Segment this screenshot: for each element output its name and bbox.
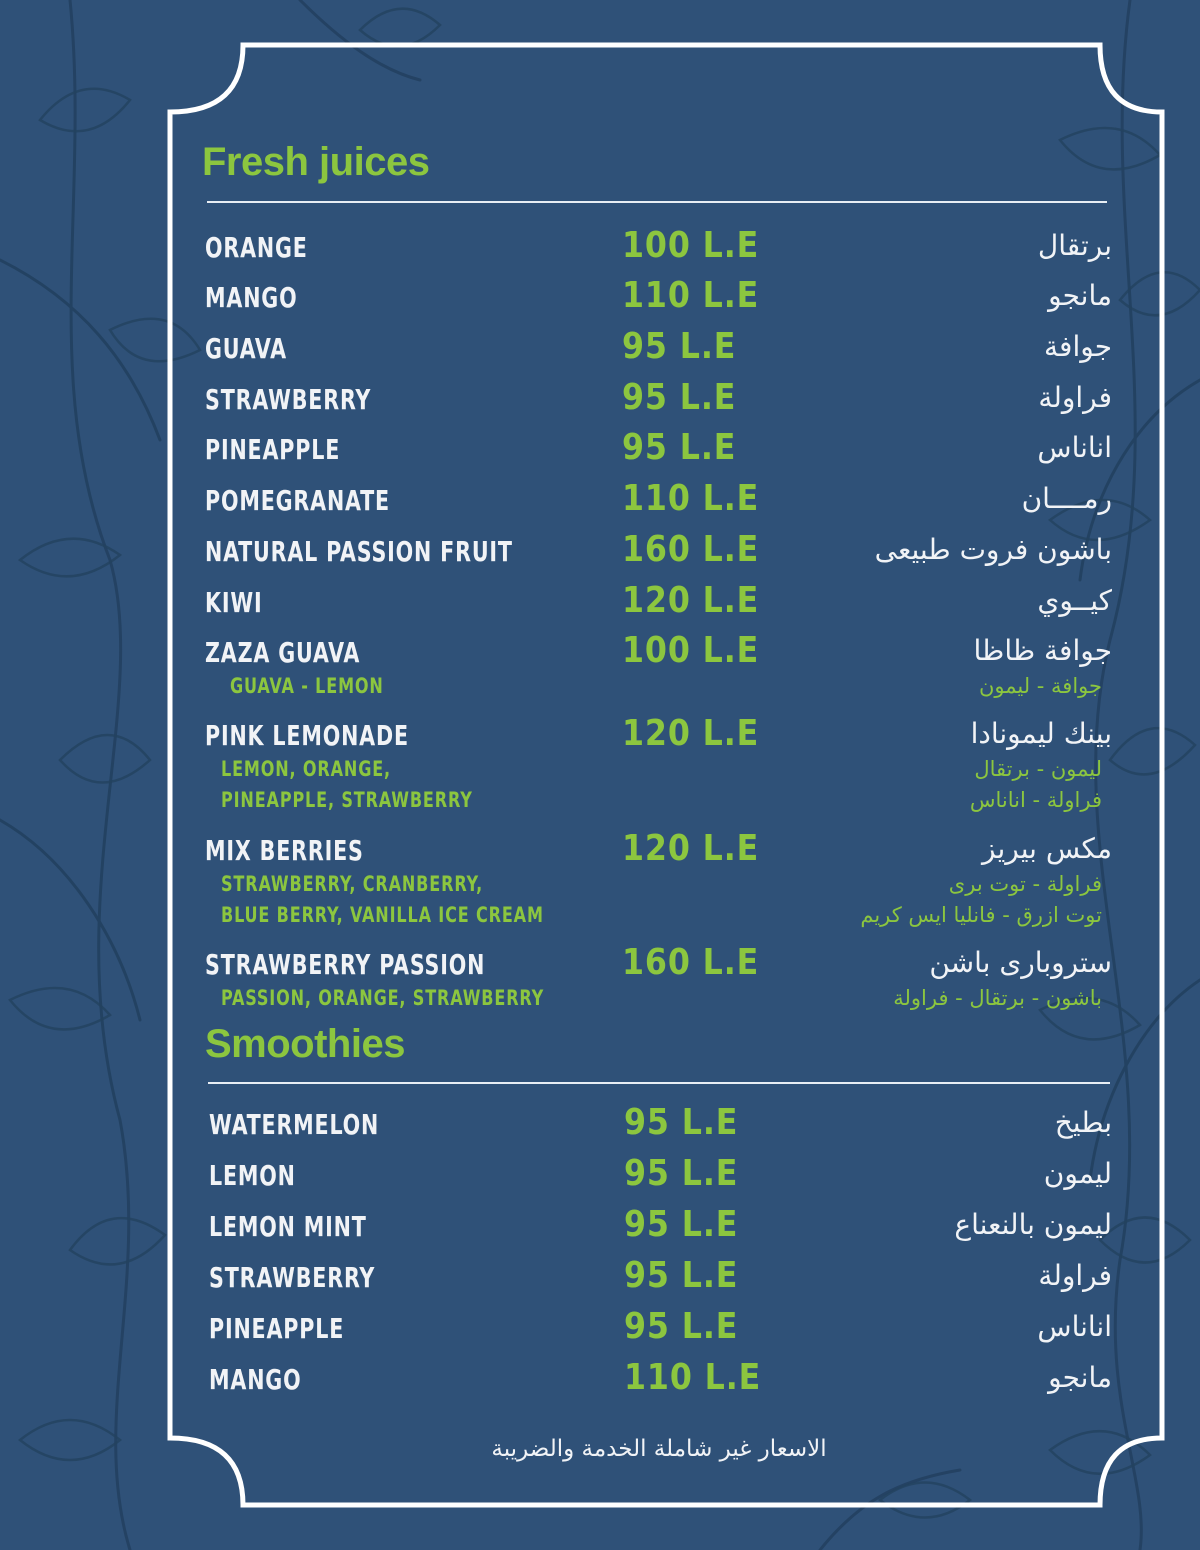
item-price: 95 L.E <box>624 1102 739 1143</box>
section-title-smoothies: Smoothies <box>205 1022 405 1066</box>
prices-footnote: الاسعار غير شاملة الخدمة والضريبة <box>491 1436 827 1462</box>
item-name-ar: ليمون <box>1043 1157 1112 1190</box>
item-name-en: POMEGRANATE <box>205 484 390 517</box>
item-ingredients-en: PASSION, ORANGE, STRAWBERRY <box>221 986 545 1010</box>
item-price: 160 L.E <box>622 942 760 983</box>
item-price: 95 L.E <box>624 1306 739 1347</box>
item-name-en: MANGO <box>205 281 298 314</box>
item-name-en: ORANGE <box>205 231 308 264</box>
item-name-ar: اناناس <box>1037 431 1112 464</box>
item-name-en: GUAVA <box>205 332 287 365</box>
item-name-ar: ليمون بالنعناع <box>954 1208 1112 1241</box>
item-name-ar: ستروبارى باشن <box>929 946 1112 979</box>
item-price: 120 L.E <box>622 828 760 869</box>
item-ingredients-ar: جوافة - ليمون <box>978 674 1102 698</box>
item-price: 95 L.E <box>622 326 737 367</box>
item-ingredients-ar: توت ازرق - فانليا ايس كريم <box>860 903 1102 927</box>
item-name-en: MANGO <box>209 1363 302 1396</box>
item-ingredients-en: STRAWBERRY, CRANBERRY, <box>221 872 484 896</box>
item-price: 95 L.E <box>624 1204 739 1245</box>
item-name-ar: بينك ليمونادا <box>970 717 1112 750</box>
item-ingredients-ar: فراولة - اناناس <box>969 788 1102 812</box>
item-ingredients-en: LEMON, ORANGE, <box>221 757 392 781</box>
item-name-en: ZAZA GUAVA <box>205 636 361 669</box>
item-name-en: NATURAL PASSION FRUIT <box>205 535 513 568</box>
item-name-ar: مانجو <box>1048 279 1112 312</box>
item-price: 100 L.E <box>622 630 760 671</box>
item-price: 120 L.E <box>622 580 760 621</box>
item-name-ar: جوافة ظاظا <box>973 634 1112 667</box>
section-divider <box>207 201 1107 203</box>
item-name-en: WATERMELON <box>209 1108 380 1141</box>
item-name-en: PINEAPPLE <box>205 433 341 466</box>
item-name-en: LEMON MINT <box>209 1210 367 1243</box>
item-ingredients-ar: ليمون - برتقال <box>974 757 1102 781</box>
item-name-ar: فراولة <box>1038 1259 1112 1292</box>
item-name-en: KIWI <box>205 586 263 619</box>
item-price: 110 L.E <box>622 478 760 519</box>
item-name-en: PINEAPPLE <box>209 1312 345 1345</box>
item-name-en: MIX BERRIES <box>205 834 364 867</box>
item-price: 120 L.E <box>622 713 760 754</box>
item-name-en: LEMON <box>209 1159 296 1192</box>
item-price: 160 L.E <box>622 529 760 570</box>
item-name-ar: جوافة <box>1044 330 1112 363</box>
item-price: 100 L.E <box>622 225 760 266</box>
section-divider <box>208 1082 1110 1084</box>
item-price: 95 L.E <box>624 1153 739 1194</box>
item-name-ar: فراولة <box>1038 381 1112 414</box>
item-price: 110 L.E <box>624 1357 762 1398</box>
item-ingredients-en: PINEAPPLE, STRAWBERRY <box>221 788 473 812</box>
item-name-ar: كيــوي <box>1037 584 1112 617</box>
item-price: 95 L.E <box>622 427 737 468</box>
item-name-en: PINK LEMONADE <box>205 719 409 752</box>
item-ingredients-en: BLUE BERRY, VANILLA ICE CREAM <box>221 903 544 927</box>
item-name-ar: مانجو <box>1048 1361 1112 1394</box>
section-title-fresh-juices: Fresh juices <box>202 140 430 184</box>
item-ingredients-en: GUAVA - LEMON <box>230 674 384 698</box>
item-name-ar: مكس بيريز <box>982 832 1112 865</box>
item-name-ar: اناناس <box>1037 1310 1112 1343</box>
item-price: 110 L.E <box>622 275 760 316</box>
item-name-en: STRAWBERRY PASSION <box>205 948 486 981</box>
item-name-ar: رمــــان <box>1021 482 1112 515</box>
item-price: 95 L.E <box>622 377 737 418</box>
item-ingredients-ar: باشون - برتقال - فراولة <box>893 986 1102 1010</box>
item-price: 95 L.E <box>624 1255 739 1296</box>
item-name-ar: بطيخ <box>1054 1106 1112 1139</box>
item-name-ar: باشون فروت طبيعى <box>874 533 1112 566</box>
item-ingredients-ar: فراولة - توت برى <box>948 872 1102 896</box>
item-name-en: STRAWBERRY <box>205 383 372 416</box>
item-name-en: STRAWBERRY <box>209 1261 376 1294</box>
item-name-ar: برتقال <box>1037 229 1112 262</box>
